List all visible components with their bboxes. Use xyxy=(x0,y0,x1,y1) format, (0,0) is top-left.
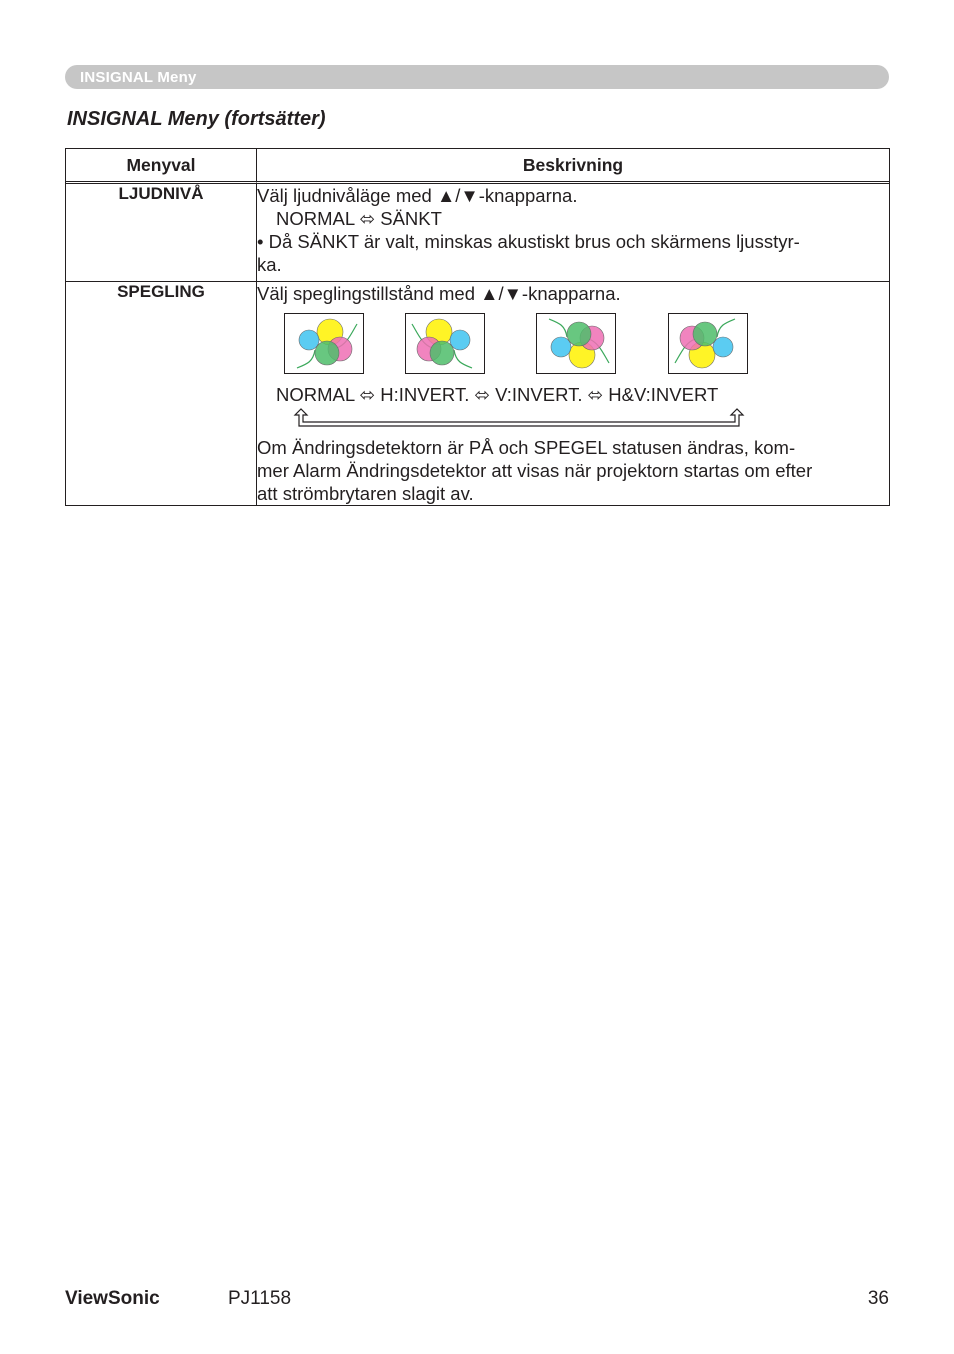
header-banner xyxy=(65,65,889,89)
spegling-note2: mer Alarm Ändringsdetektor att visas när projektorn startas om efter xyxy=(257,460,813,481)
ljudniva-line4: ka. xyxy=(257,254,282,275)
petal-cyan xyxy=(551,337,571,357)
petal-green xyxy=(693,322,717,346)
menu-table xyxy=(65,148,890,506)
footer-model: PJ1158 xyxy=(228,1288,292,1309)
ljudniva-line3: • Då SÄNKT är valt, minskas akustiskt brus och skärmens ljusstyr- xyxy=(257,231,800,252)
petal-cyan xyxy=(713,337,733,357)
footer-brand: ViewSonic xyxy=(65,1288,160,1309)
table-row-ljudniva xyxy=(66,184,889,282)
petal-green xyxy=(315,341,339,365)
section-title: INSIGNAL Meny (fortsätter) xyxy=(67,108,326,130)
item-ljudniva: LJUDNIVÅ xyxy=(66,184,257,282)
spegling-modes: NORMAL ⬄ H:INVERT. ⬄ V:INVERT. ⬄ H&V:INVERT xyxy=(276,384,719,405)
table-header-row xyxy=(66,149,889,184)
mirror-figure-normal xyxy=(284,313,364,374)
mirror-h-invert-icon xyxy=(406,314,484,373)
ljudniva-modes: NORMAL ⬄ SÄNKT xyxy=(276,208,442,229)
header-item: Menyval xyxy=(66,149,257,184)
mirror-figure-h-invert xyxy=(405,313,485,374)
ljudniva-line1: Välj ljudnivåläge med ▲/▼-knapparna. xyxy=(257,185,578,206)
desc-spegling xyxy=(257,282,889,505)
spegling-note3: att strömbrytaren slagit av. xyxy=(257,483,474,504)
spegling-note1: Om Ändringsdetektorn är PÅ och SPEGEL statusen ändras, kom- xyxy=(257,437,796,458)
footer-page-number: 36 xyxy=(867,1288,889,1309)
spegling-line1: Välj speglingstillstånd med ▲/▼-knapparna. xyxy=(257,283,621,304)
item-spegling: SPEGLING xyxy=(66,282,257,505)
cycle-arrow-icon xyxy=(293,408,745,428)
desc-ljudniva xyxy=(257,184,889,282)
mirror-figure-v-invert xyxy=(536,313,616,374)
mirror-figures xyxy=(257,313,889,379)
table-row-spegling xyxy=(66,282,889,505)
petal-green xyxy=(567,322,591,346)
mirror-figure-hv-invert xyxy=(668,313,748,374)
mirror-normal-icon xyxy=(285,314,363,373)
mirror-hv-invert-icon xyxy=(669,314,747,373)
mirror-v-invert-icon xyxy=(537,314,615,373)
petal-cyan xyxy=(450,330,470,350)
petal-green xyxy=(430,341,454,365)
header-description: Beskrivning xyxy=(257,149,889,184)
header-banner-text: INSIGNAL Meny xyxy=(80,69,197,86)
petal-cyan xyxy=(299,330,319,350)
